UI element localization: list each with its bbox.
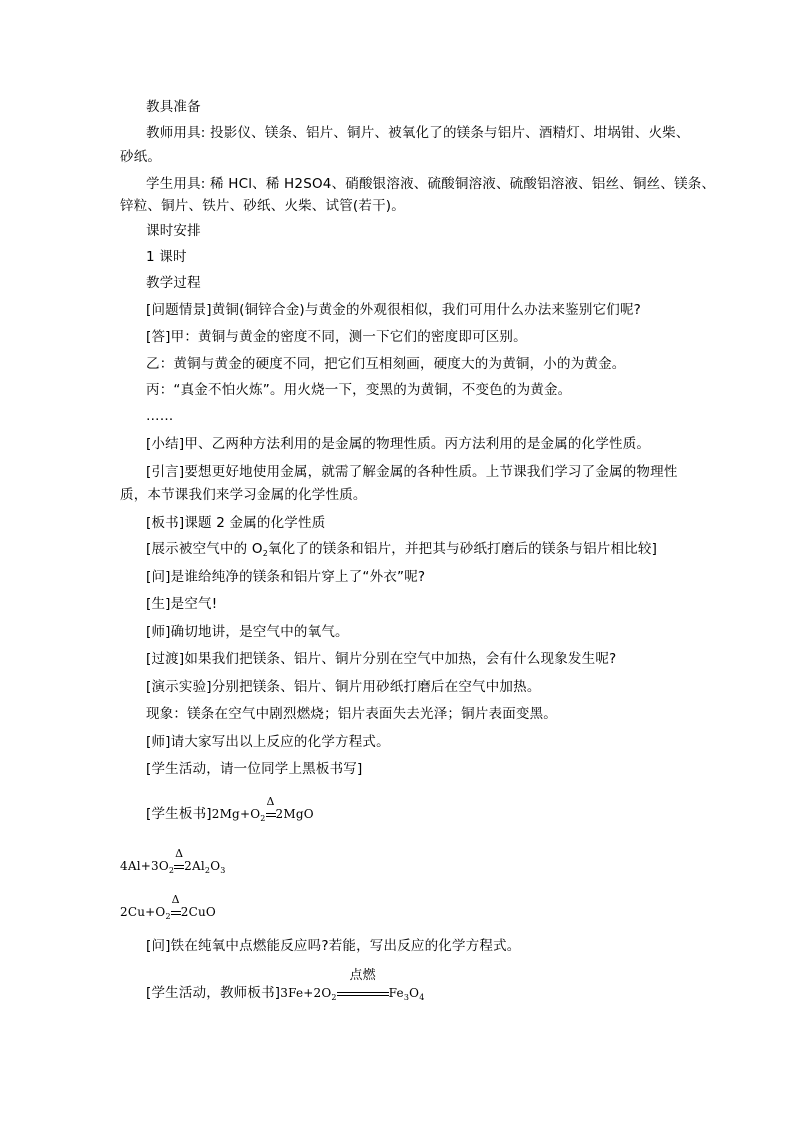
paragraph-answer-b: 乙：黄铜与黄金的硬度不同，把它们互相刻画，硬度大的为黄铜，小的为黄金。: [146, 356, 626, 372]
paragraph-board-title: [板书]课题 2 金属的化学性质: [146, 515, 326, 531]
paragraph-summary: [小结]甲、乙两种方法利用的是金属的物理性质。丙方法利用的是金属的化学性质。: [146, 436, 651, 452]
paragraph-teacher-remark: [师]确切地讲，是空气中的氧气。: [146, 624, 349, 640]
paragraph-ellipsis: ……: [146, 408, 174, 424]
heading-teaching-aids: 教具准备: [146, 99, 201, 115]
heat-condition: Δ: [171, 904, 181, 920]
equation-magnesium: [学生板书]$2Mg+O_2$ Δ 2MgO: [146, 795, 314, 823]
heat-condition: Δ: [174, 858, 184, 874]
paragraph-student-answer: [生]是空气!: [146, 596, 218, 612]
paragraph-intro: [引言]要想更好地使用金属，就需了解金属的各种性质。上节课我们学习了金属的物理性: [146, 464, 678, 480]
equation-copper: $2Cu+O_2$ Δ 2CuO: [120, 893, 216, 921]
paragraph-iron-question: [问]铁在纯氧中点燃能反应吗?若能，写出反应的化学方程式。: [146, 938, 521, 954]
paragraph-transition: [过渡]如果我们把镁条、铝片、铜片分别在空气中加热，会有什么现象发生呢?: [146, 651, 617, 667]
paragraph-teacher-request: [师]请大家写出以上反应的化学方程式。: [146, 734, 390, 750]
paragraph-lesson-count: 1 课时: [146, 249, 187, 265]
equation-aluminium: $4Al+3O_2$ Δ $2Al_2O_3$: [120, 847, 226, 875]
paragraph-intro-cont: 质，本节课我们来学习金属的化学性质。: [120, 487, 367, 503]
paragraph-question: [问]是谁给纯净的镁条和铝片穿上了“外衣”呢?: [146, 569, 426, 585]
paragraph-student-tools: 学生用具: 稀 HCl、稀 H2SO4、硝酸银溶液、硫酸铜溶液、硫酸铝溶液、铝丝、铜丝、镁条、: [146, 176, 716, 192]
paragraph-display: [展示被空气中的 $O_2$氧化了的镁条和铝片，并把其与砂纸打磨后的镁条与铝片相比较]: [146, 541, 658, 558]
paragraph-phenomenon: 现象：镁条在空气中剧烈燃烧；铝片表面失去光泽；铜片表面变黑。: [146, 706, 557, 722]
paragraph-student-tools-cont: 锌粒、铜片、铁片、砂纸、火柴、试管(若干)。: [120, 198, 405, 214]
paragraph-demo: [演示实验]分别把镁条、铝片、铜片用砂纸打磨后在空气中加热。: [146, 679, 541, 695]
paragraph-answer-a: [答]甲：黄铜与黄金的密度不同，测一下它们的密度即可区别。: [146, 329, 527, 345]
equation-iron: [学生活动，教师板书]$3Fe+2O_2$ 点燃 $Fe_3O_4$: [146, 968, 425, 1002]
paragraph-teacher-tools-cont: 砂纸。: [120, 149, 162, 165]
heading-schedule: 课时安排: [146, 223, 201, 239]
heading-teaching-process: 教学过程: [146, 275, 201, 291]
paragraph-student-activity: [学生活动，请一位同学上黑板书写]: [146, 761, 363, 777]
paragraph-problem: [问题情景]黄铜(铜锌合金)与黄金的外观很相似，我们可用什么办法来鉴别它们呢?: [146, 302, 642, 318]
paragraph-teacher-tools: 教师用具: 投影仪、镁条、铝片、铜片、被氧化了的镁条与铝片、酒精灯、坩埚钳、火柴、: [146, 125, 690, 141]
heat-condition: Δ: [266, 806, 276, 822]
paragraph-answer-c: 丙：“真金不怕火炼”。用火烧一下，变黑的为黄铜，不变色的为黄金。: [146, 382, 572, 398]
ignite-condition: 点燃: [337, 985, 389, 1001]
